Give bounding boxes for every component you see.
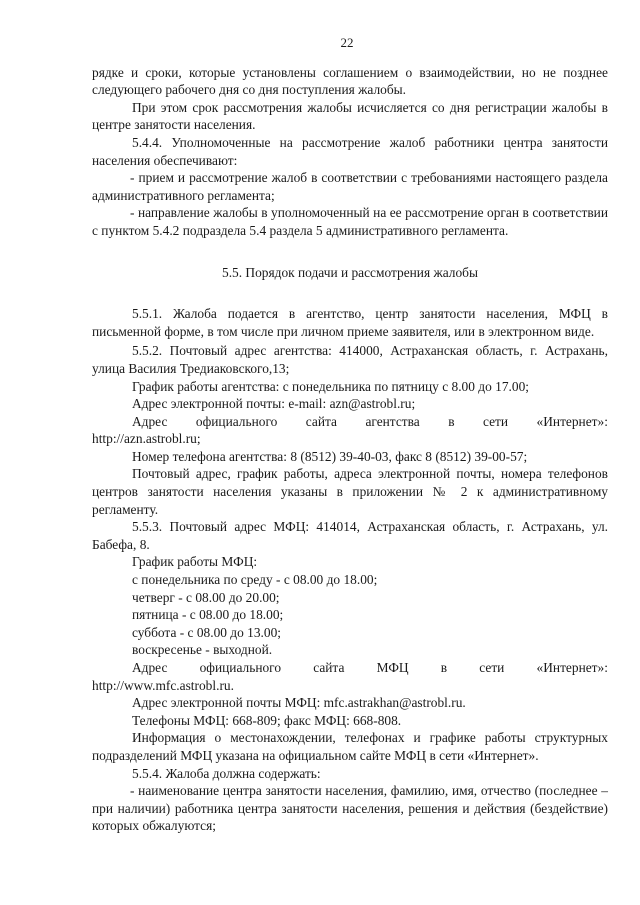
word: Адрес	[132, 413, 168, 429]
word: сети	[482, 413, 509, 429]
word: сайта	[313, 660, 345, 675]
agency-email: Адрес электронной почты: e-mail: azn@astrobl.ru;	[132, 396, 416, 412]
word: официального	[195, 413, 278, 429]
paragraph-continuation: рядке и сроки, которые установлены соглашением о взаимодействии, но не позднее следующего рабочего дня со дня поступления жалобы.	[92, 64, 608, 98]
paragraph-5-5-1: 5.5.1. Жалоба подается в агентство, центр занятости населения, МФЦ в письменной форме, в том числе при личном приеме заявителя, или в электронном виде.	[92, 306, 608, 339]
mfc-schedule-item: пятница - с 08.00 до 18.00;	[132, 607, 284, 623]
centers-info: Почтовый адрес, график работы, адреса электронной почты, номера телефонов центров занятости населения указаны в приложении № 2 к административному регламенту.	[92, 466, 608, 517]
word: «Интернет»:	[536, 660, 608, 675]
agency-schedule: График работы агентства: с понедельника по пятницу с 8.00 до 17.00;	[132, 378, 529, 394]
word: агентства	[365, 413, 420, 429]
mfc-phones: Телефоны МФЦ: 668-809; факс МФЦ: 668-808.	[132, 712, 402, 728]
agency-site-line	[92, 413, 608, 431]
list-item-forwarding: - направление жалобы в уполномоченный на ее рассмотрение орган в соответствии с пунктом 5.4.2 подраздела 5.4 раздела 5 административного регламента.	[92, 205, 608, 238]
word: в	[448, 413, 455, 429]
paragraph-5-4-4: 5.4.4. Уполномоченные на рассмотрение жалоб работники центра занятости населения обеспечивают:	[92, 134, 608, 168]
word: МФЦ	[376, 660, 409, 675]
list-item-reception: - прием и рассмотрение жалоб в соответствии с требованиями настоящего раздела административного регламента;	[92, 170, 608, 203]
paragraph-5-5-3: 5.5.3. Почтовый адрес МФЦ: 414014, Астраханская область, г. Астрахань, ул. Бабефа, 8.	[92, 519, 608, 552]
word: официального	[199, 660, 282, 675]
paragraph-review-term: При этом срок рассмотрения жалобы исчисляется со дня регистрации жалобы в центре занятости населения.	[92, 99, 608, 133]
mfc-schedule-item: четверг - с 08.00 до 20.00;	[132, 589, 280, 605]
mfc-schedule-title: График работы МФЦ:	[132, 554, 258, 570]
mfc-schedule-item: с понедельника по среду - с 08.00 до 18.00;	[132, 572, 378, 588]
list-item-center-name: - наименование центра занятости населения, фамилию, имя, отчество (последнее – при наличии) работника центра занятости населения, решения и действия (бездействие) которых обжалуются;	[92, 783, 608, 834]
agency-phone: Номер телефона агентства: 8 (8512) 39-40-03, факс 8 (8512) 39-00-57;	[132, 448, 528, 464]
page-number: 22	[340, 35, 354, 50]
mfc-info: Информация о местонахождении, телефонах и графике работы структурных подразделений МФЦ указана на официальном сайте МФЦ в сети «Интернет».	[92, 730, 608, 763]
mfc-email: Адрес электронной почты МФЦ: mfc.astrakhan@astrobl.ru.	[132, 695, 466, 711]
word: сайта	[305, 413, 337, 429]
section-title: 5.5. Порядок подачи и рассмотрения жалобы	[222, 264, 478, 280]
mfc-schedule-item: воскресенье - выходной.	[132, 642, 273, 658]
word: «Интернет»:	[536, 413, 608, 429]
agency-site-url[interactable]: http://azn.astrobl.ru;	[92, 431, 201, 447]
paragraph-5-5-2: 5.5.2. Почтовый адрес агентства: 414000, Астраханская область, г. Астрахань, улица Василия Тредиаковского,13;	[92, 343, 608, 376]
word: Адрес	[132, 660, 168, 675]
paragraph-5-5-4: 5.5.4. Жалоба должна содержать:	[132, 765, 321, 781]
mfc-site-url[interactable]: http://www.mfc.astrobl.ru.	[92, 677, 234, 693]
mfc-schedule-item: суббота - с 08.00 до 13.00;	[132, 624, 282, 640]
word: сети	[479, 660, 505, 675]
mfc-site-line	[92, 659, 608, 677]
word: в	[440, 660, 448, 675]
